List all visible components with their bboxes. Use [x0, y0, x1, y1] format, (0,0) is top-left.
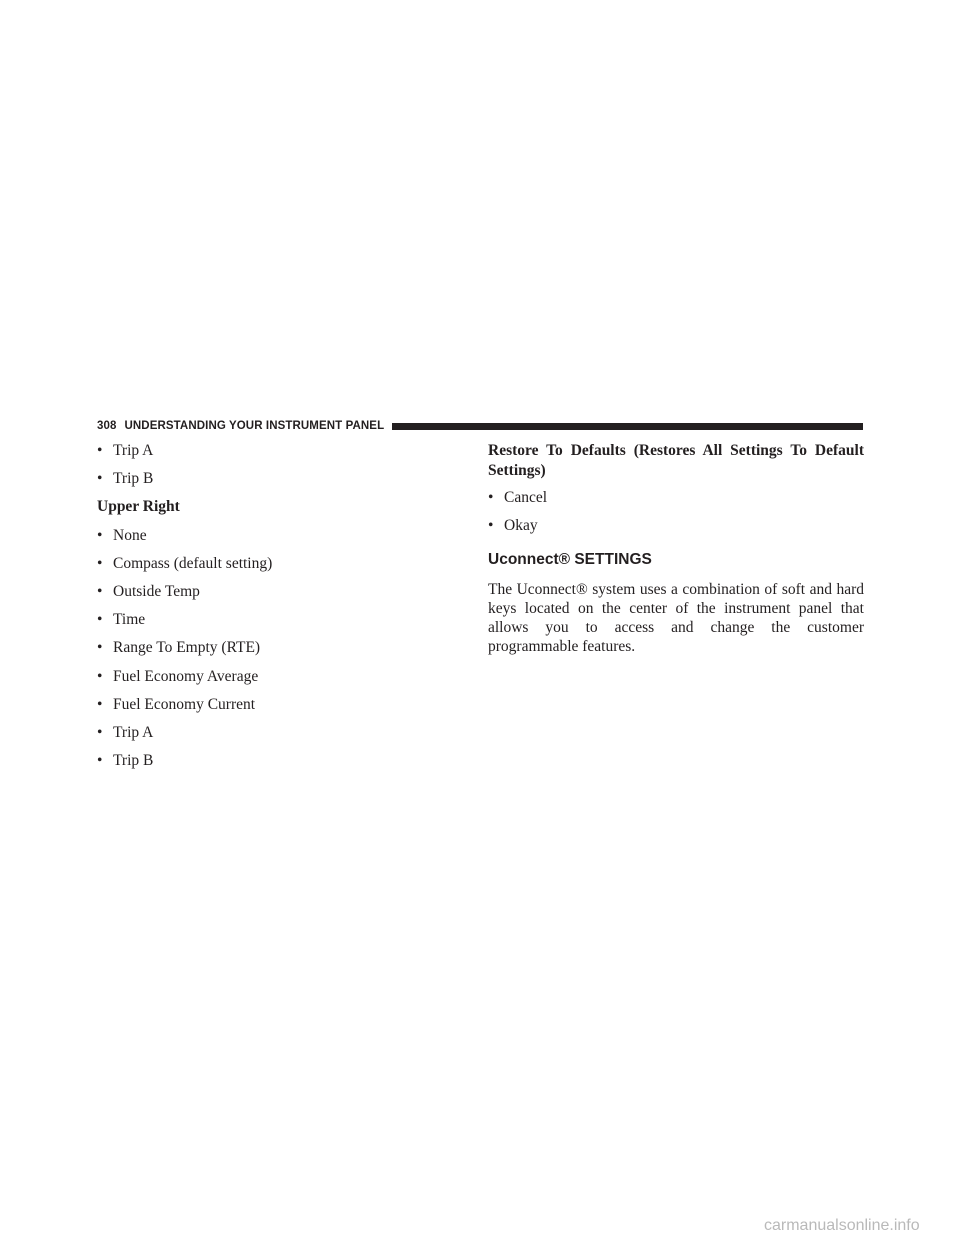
list-item: • Fuel Economy Average — [97, 667, 457, 687]
chapter-title: UNDERSTANDING YOUR INSTRUMENT PANEL — [124, 420, 385, 432]
list-item: • Compass (default setting) — [97, 554, 457, 574]
list-item: • Okay — [488, 516, 864, 536]
list-item: • Fuel Economy Current — [97, 695, 457, 715]
subheading-upper-right: Upper Right — [97, 498, 180, 516]
page-number: 308 — [97, 420, 117, 432]
list-item: • Trip A — [97, 723, 457, 743]
list-item: • Trip B — [97, 469, 457, 489]
watermark: carmanualsonline.info — [764, 1217, 920, 1234]
subheading-restore-defaults: Restore To Defaults (Restores All Settings To Default Settings) — [488, 442, 864, 479]
right-column — [488, 441, 864, 656]
body-paragraph: The Uconnect® system uses a combination of soft and hard keys located on the center of the instrument panel that allows you to access and change the customer programmable features. — [488, 581, 864, 656]
left-column — [97, 441, 457, 779]
list-item: • Trip A — [97, 441, 457, 461]
section-title: Uconnect® SETTINGS — [488, 551, 652, 569]
list-item: • None — [97, 526, 457, 546]
page-header — [97, 419, 863, 433]
list-item: • Trip B — [97, 751, 457, 771]
list-item: • Range To Empty (RTE) — [97, 638, 457, 658]
list-item: • Cancel — [488, 488, 864, 508]
list-item: • Outside Temp — [97, 582, 457, 602]
list-item: • Time — [97, 610, 457, 630]
header-rule — [392, 423, 863, 430]
